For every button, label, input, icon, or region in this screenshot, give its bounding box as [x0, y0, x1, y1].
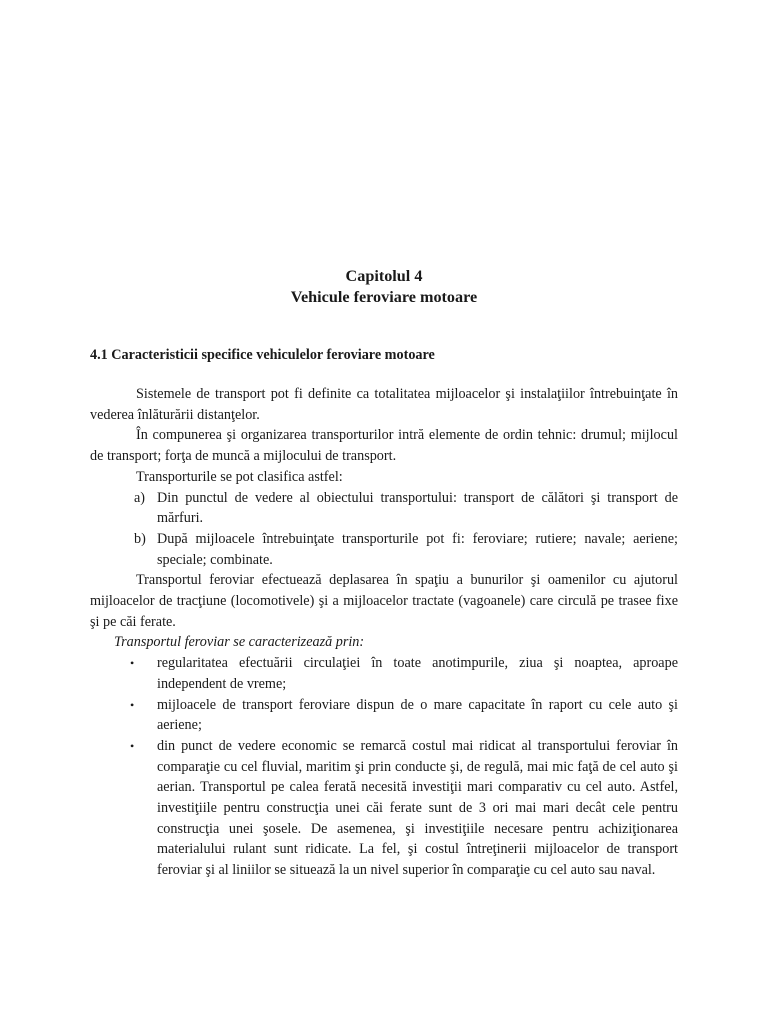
list-item [90, 529, 678, 570]
list-item-text: regularitatea efectuării circulaţiei în toate anotimpurile, ziua şi noaptea, aproape independent de vreme; [157, 655, 678, 692]
paragraph-definition: Sistemele de transport pot fi definite ca totalitatea mijloacelor şi instalaţiilor întrebuinţate în vederea înlăturării distanţelor. [90, 386, 678, 423]
characteristics-heading: Transportul feroviar se caracterizează prin: [114, 634, 365, 651]
body-text [90, 384, 678, 881]
paragraph-rail-transport: Transportul feroviar efectuează deplasarea în spaţiu a bunurilor şi oamenilor cu ajutorul mijloacelor de tracţiune (locomotivele) şi a mijloacelor tractate (vagoanele) care circulă pe trasee fixe şi pe căi ferate. [90, 572, 678, 630]
classification-list [90, 488, 678, 571]
bullet-icon: • [130, 697, 135, 712]
bullet-icon: • [130, 738, 135, 753]
list-item-text: din punct de vedere economic se remarcă costul mai ridicat al transportului feroviar în comparaţie cu cel fluvial, maritim şi prin conducte şi, de regulă, mai mic faţă de cel auto şi aerian. Transportul pe calea ferată necesită investiţii mari comparativ cu cel auto. Astfel, investiţiile pentru construcţia unei căi ferate sunt de 3 ori mai mari decât cele pentru construcţia unei şosele. De asemenea, şi investiţiile necesare pentru achiziţionarea materialului rulant sunt ridicate. La fel, şi costul întreţinerii mijloacelor de transport feroviar şi al liniilor se situează la un nivel superior în comparaţie cu cel auto sau naval. [157, 737, 678, 879]
list-item-text: După mijloacele întrebuinţate transporturile pot fi: feroviare; rutiere; navale; aeriene; speciale; combinate. [157, 530, 678, 568]
list-item [90, 695, 678, 736]
characteristics-list [90, 653, 678, 881]
list-marker: b) [134, 530, 146, 547]
list-item [90, 736, 678, 881]
bullet-icon: • [130, 656, 135, 671]
list-item [90, 488, 678, 529]
chapter-number: Capitolul 4 [345, 267, 423, 285]
section-heading: 4.1 Caracteristicii specifice vehiculelor feroviare motoare [90, 347, 435, 363]
chapter-title [90, 266, 678, 308]
list-item-text: mijloacele de transport feroviare dispun de o mare capacitate în raport cu cele auto şi aeriene; [157, 696, 678, 734]
list-marker: a) [134, 489, 146, 506]
chapter-name: Vehicule feroviare motoare [290, 288, 478, 306]
paragraph-composition: În compunerea şi organizarea transporturilor intră elemente de ordin tehnic: drumul; mijlocul de transport; forţa de muncă a mijlocului de transport. [90, 427, 678, 465]
paragraph-classification-intro: Transporturile se pot clasifica astfel: [136, 468, 343, 485]
list-item-text: Din punctul de vedere al obiectului transportului: transport de călători şi transport de mărfuri. [157, 489, 678, 527]
document-page [90, 0, 678, 1024]
list-item [90, 653, 678, 694]
